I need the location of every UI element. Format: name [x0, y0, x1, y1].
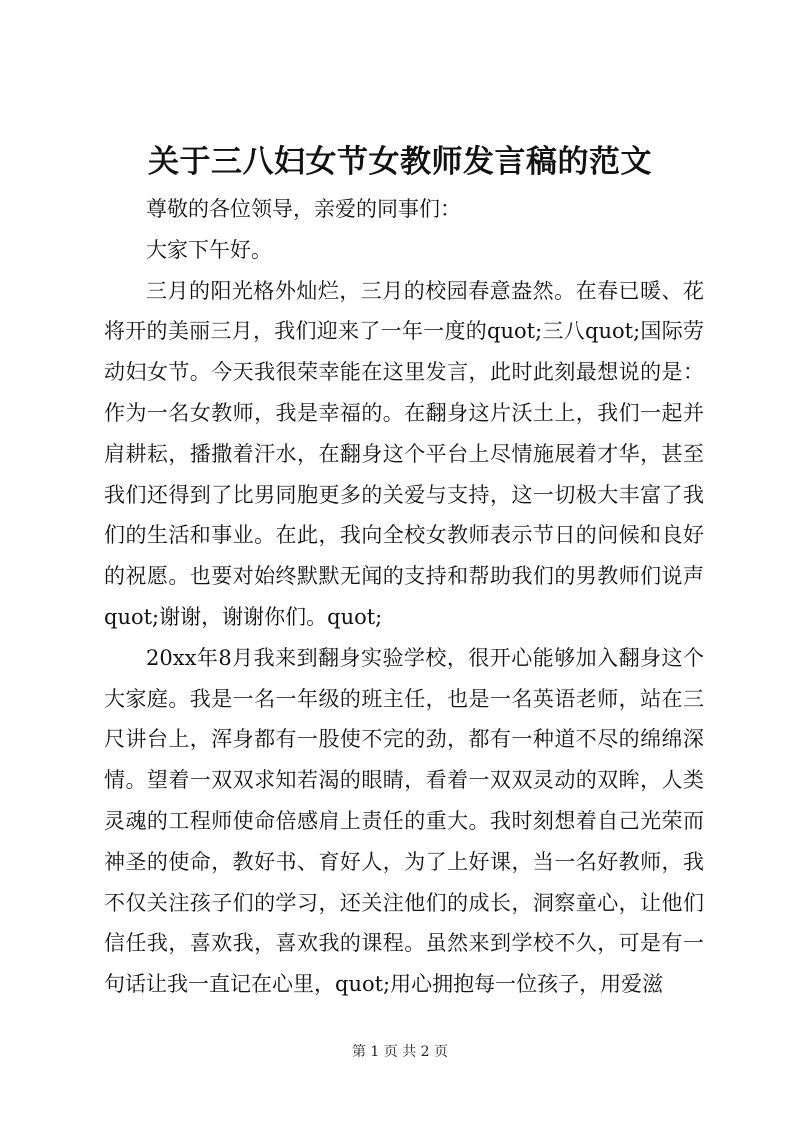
document-body	[104, 189, 704, 1005]
paragraph-womens-day: 三月的阳光格外灿烂，三月的校园春意盎然。在春已暖、花将开的美丽三月，我们迎来了一年一度的quot;三八quot;国际劳动妇女节。今天我很荣幸能在这里发言，此时此刻最想说的是：作为一名女教师，我是幸福的。在翻身这片沃土上，我们一起并肩耕耘，播撒着汗水，在翻身这个平台上尽情施展着才华，甚至我们还得到了比男同胞更多的关爱与支持，这一切极大丰富了我们的生活和事业。在此，我向全校女教师表示节日的问候和良好的祝愿。也要对始终默默无闻的支持和帮助我们的男教师们说声quot;谢谢，谢谢你们。quot;	[104, 278, 704, 629]
paragraph-teaching-experience: 20xx年8月我来到翻身实验学校，很开心能够加入翻身这个大家庭。我是一名一年级的班主任，也是一名英语老师，站在三尺讲台上，浑身都有一股使不完的劲，都有一种道不尽的绵绵深情。望着一双双求知若渴的眼睛，看着一双双灵动的双眸，人类灵魂的工程师使命倍感肩上责任的重大。我时刻想着自己光荣而神圣的使命，教好书、育好人，为了上好课，当一名好教师，我不仅关注孩子们的学习，还关注他们的成长，洞察童心，让他们信任我，喜欢我，喜欢我的课程。虽然来到学校不久，可是有一句话让我一直记在心里，quot;用心拥抱每一位孩子，用爱滋	[104, 645, 704, 997]
page-footer: 第 1 页 共 2 页	[351, 1044, 449, 1060]
paragraph-salutation: 大家下午好。	[146, 237, 272, 262]
document-title: 关于三八妇女节女教师发言稿的范文	[148, 144, 652, 180]
paragraph-greeting: 尊敬的各位领导，亲爱的同事们：	[146, 197, 461, 221]
